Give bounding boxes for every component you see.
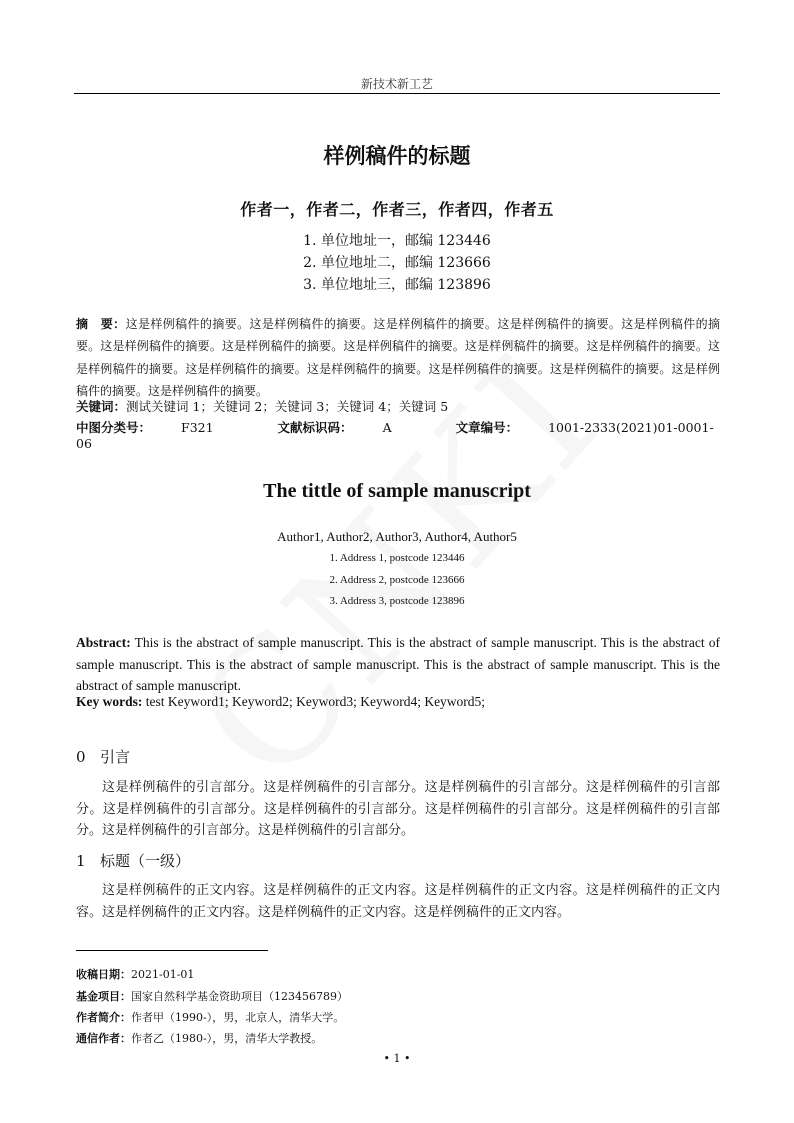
footnote-label: 作者简介：: [76, 1011, 131, 1024]
english-address-2: 2. Address 2, postcode 123666: [329, 574, 465, 586]
doc-code-label: 文献标识码：: [277, 420, 353, 435]
english-keywords-text: test Keyword1; Keyword2; Keyword3; Keyword4; Keyword5;: [142, 694, 486, 709]
section-number: 1: [76, 852, 86, 870]
english-keywords: [76, 694, 720, 710]
chinese-address-1: 1. 单位地址一，邮编 123446: [303, 233, 491, 249]
footnote-label: 基金项目：: [76, 990, 131, 1003]
chinese-keywords: [76, 397, 720, 415]
doc-code-value: A: [382, 420, 392, 435]
footnote-text: 国家自然科学基金资助项目（123456789）: [131, 990, 348, 1003]
footnote-text: 作者乙（1980-），男，清华大学教授。: [131, 1032, 323, 1045]
footnote-received: [76, 966, 720, 982]
english-abstract-label: Abstract:: [76, 635, 131, 650]
english-keywords-label: Key words:: [76, 694, 143, 709]
footnote-funding: [76, 988, 720, 1004]
section-title: 标题（一级）: [100, 852, 191, 870]
english-abstract: [76, 632, 720, 697]
english-address-1: 1. Address 1, postcode 123446: [329, 552, 465, 564]
page-number: • 1 •: [383, 1052, 411, 1065]
english-authors: Author1, Author2, Author3, Author4, Author5: [277, 529, 517, 544]
chinese-authors: 作者一，作者二，作者三，作者四，作者五: [240, 200, 554, 219]
chinese-title: 样例稿件的标题: [323, 144, 471, 168]
english-abstract-text: This is the abstract of sample manuscript. This is the abstract of sample manuscript. This is the abstract of sample manuscript. This is the abstract of sample manuscript. This is the abstract of sample manuscript. This is the abstract of sample manuscript.: [76, 635, 720, 693]
english-title: The tittle of sample manuscript: [263, 480, 531, 502]
footnote-author-bio: [76, 1009, 720, 1025]
section-number: 0: [76, 748, 86, 766]
chinese-abstract-label: 摘 要：: [76, 317, 126, 331]
clc-value: F321: [181, 420, 214, 435]
body-paragraph: 这是样例稿件的正文内容。这是样例稿件的正文内容。这是样例稿件的正文内容。这是样例稿件的正文内容。这是样例稿件的正文内容。这是样例稿件的正文内容。这是样例稿件的正文内容。: [76, 883, 720, 920]
footnote-text: 作者甲（1990-），男，北京人，清华大学。: [131, 1011, 345, 1024]
chinese-abstract: [76, 313, 720, 402]
chinese-address-2: 2. 单位地址二，邮编 123666: [303, 255, 491, 271]
chinese-keywords-text: 测试关键词 1；关键词 2；关键词 3；关键词 4；关键词 5: [126, 399, 449, 414]
article-number-value: 1001-2333(2021)01-0001-06: [76, 420, 714, 451]
chinese-keywords-label: 关键词：: [76, 399, 127, 414]
english-address-3: 3. Address 3, postcode 123896: [329, 595, 465, 607]
footnote-label: 通信作者：: [76, 1032, 131, 1045]
footnote-text: 2021-01-01: [131, 968, 195, 981]
journal-header: 新技术新工艺: [360, 77, 433, 91]
article-number-label: 文章编号：: [455, 420, 519, 435]
footnote-corresponding: [76, 1030, 720, 1046]
intro-paragraph: 这是样例稿件的引言部分。这是样例稿件的引言部分。这是样例稿件的引言部分。这是样例稿件的引言部分。这是样例稿件的引言部分。这是样例稿件的引言部分。这是样例稿件的引言部分。这是样例稿件的引言部分。这是样例稿件的引言部分。这是样例稿件的引言部分。: [76, 780, 720, 838]
section-heading-1: [76, 850, 190, 871]
footnote-rule: [76, 950, 268, 951]
header-rule: [74, 93, 720, 94]
classification-line: [76, 418, 720, 451]
clc-label: 中图分类号：: [76, 420, 152, 435]
chinese-address-3: 3. 单位地址三，邮编 123896: [303, 277, 491, 293]
footnote-label: 收稿日期：: [76, 968, 131, 981]
chinese-abstract-text: 这是样例稿件的摘要。这是样例稿件的摘要。这是样例稿件的摘要。这是样例稿件的摘要。这是样例稿件的摘要。这是样例稿件的摘要。这是样例稿件的摘要。这是样例稿件的摘要。这是样例稿件的摘要。这是样例稿件的摘要。这是样例稿件的摘要。这是样例稿件的摘要。这是样例稿件的摘要。这是样例稿件的摘要。这是样例稿件的摘要。这是样例稿件的摘要。这是样例稿件的摘要。: [76, 317, 720, 398]
section-heading-intro: [76, 746, 130, 767]
section-title: 引言: [100, 748, 131, 766]
